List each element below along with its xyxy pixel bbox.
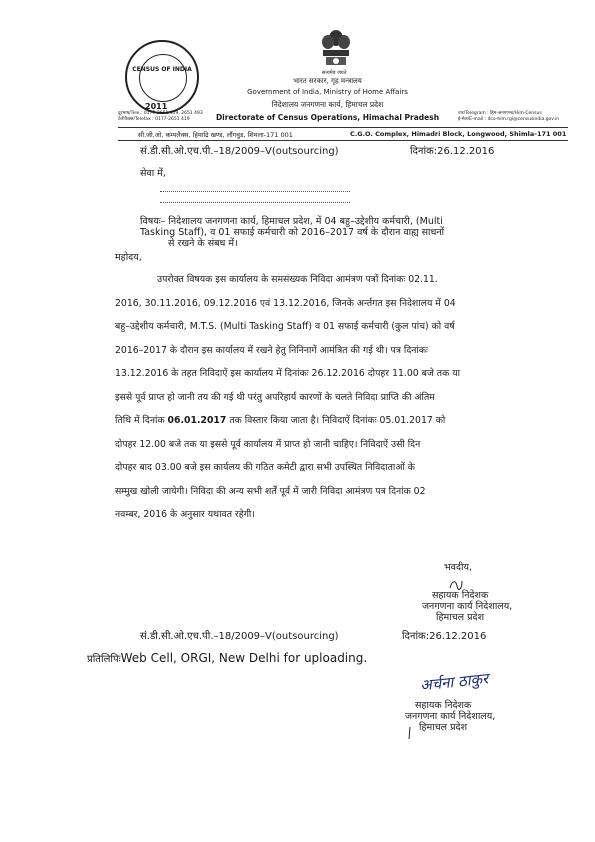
gov-english: Government of India, Ministry of Home Affairs xyxy=(247,88,408,96)
signatory-office: जनगणना कार्य निदेशालय, xyxy=(405,711,496,722)
signatory-title: सहायक निदेशक xyxy=(415,700,472,711)
phone-line: दूरभाष/Tele.: 0177-2651 419, 2651 493 xyxy=(118,111,203,116)
mark-icon xyxy=(406,726,414,740)
contact-left xyxy=(118,111,203,123)
salutation: महोदय, xyxy=(115,252,142,263)
addressee-label: सेवा में, xyxy=(140,168,166,179)
signature: अर्चना ठाकुर xyxy=(419,669,489,695)
letter-body xyxy=(115,268,577,527)
copy-to xyxy=(87,651,367,665)
subject-line: से रखने के संबध में। xyxy=(168,238,238,249)
emblem-caption: सत्यमेव जयते xyxy=(322,70,347,76)
email-line: ई-मेल/E-mail : dco-him.rgi@censusindia.gov.in xyxy=(458,117,560,122)
addressee-line xyxy=(160,202,350,203)
reference-number-2: सं.डी.सी.ओ.एच.पी.–18/2009–V(outsourcing) xyxy=(140,631,339,642)
closing: भवदीय, xyxy=(444,562,472,573)
body-line: 13.12.2016 के तहत निविदाऐं इस कार्यालय में दिनांकः 26.12.2016 दोपहर 11.00 बजे तक या xyxy=(115,368,460,379)
signatory-block xyxy=(422,590,512,623)
address-hindi: सी.जी.ओ. कम्पलैक्स, हिमाद्रि खण्ड, लौंगवुड, शिमला-171 001 xyxy=(138,131,293,139)
seal-text: CENSUS OF INDIA xyxy=(132,66,192,73)
body-line: 2016–2017 के दौरान इस कार्यालय में रखने हेतु निनिनागें आमंत्रित की गई थी। पत्र दिनांकः xyxy=(115,344,428,356)
signatory-title: सहायक निदेशक xyxy=(432,590,489,601)
subject-line: विषयः– निदेशालय जनगणना कार्य, हिमाचल प्रदेश, में 04 बहु–उद्देशीय कर्मचारी, (Multi xyxy=(140,216,443,227)
header-rule xyxy=(118,127,568,128)
contact-right xyxy=(458,111,559,123)
seal-year: 2011 xyxy=(145,102,168,111)
signatory-state: हिमाचल प्रदेश xyxy=(436,612,485,623)
body-line: दोपहर बाद 03.00 बजे इस कार्यलय की गठित कमेटी द्वारा सभी उपस्थित निविदाताओं के xyxy=(115,462,415,473)
body-line: उपरोक्त विषयक इस कार्यालय के समसंख्यक निविदा आमंत्रण पत्रों दिनांकः 02.11. xyxy=(157,274,438,285)
body-line: नवम्बर, 2016 के अनुसार यथावत रहेगी। xyxy=(115,509,255,520)
copy-text: Web Cell, ORGI, New Delhi for uploading. xyxy=(120,651,368,665)
address-english: C.G.O. Complex, Himadri Block, Longwood, Shimla-171 001 xyxy=(350,130,567,138)
subject-line: Tasking Staff), व 01 सफाई कर्मचारी को 2016–2017 वर्ष के दौरान वाह्य साधनों xyxy=(140,227,445,238)
telegram-line: तार/Telegram : हिम-जनगणना/Him-Census xyxy=(458,111,542,116)
dir-hindi: निदेशालय जनगणना कार्य, हिमाचल प्रदेश xyxy=(271,100,384,109)
dir-english: Directorate of Census Operations, Himachal Pradesh xyxy=(215,113,440,122)
header-rule-bottom xyxy=(118,140,568,141)
gov-hindi: भारत सरकार, गृह मन्त्रालय xyxy=(293,77,362,85)
signatory-office: जनगणना कार्य निदेशालय, xyxy=(422,601,513,612)
body-line: सम्मुख खोली जायेगी। निविदा की अन्य सभी शर्तें पूर्व में जारी निविदा आमंत्रण पत्र दिनांक 02 xyxy=(115,485,426,497)
body-line: इससे पूर्व प्राप्त हो जानी तय की गई थी परंतु अपरिहार्य कारणों के चलते निविदा प्राप्ति की अंतिम xyxy=(115,391,435,403)
signatory-state: हिमाचल प्रदेश xyxy=(419,722,468,733)
body-line: दोपहर 12.00 बजे तक या इससे पूर्व कार्यालय में प्राप्त हो जानी चाहिए। निविदाऐं उसी दिन xyxy=(115,438,421,450)
fax-line: टेलीफैक्स/Telefax : 0177-2651 419 xyxy=(118,117,190,122)
signatory-block-2 xyxy=(405,700,495,733)
body-line: बहु–उद्देशीय कर्मचारी, M.T.S. (Multi Tasking Staff) व 01 सफाई कर्मचारी (कुल पांच) को वर्ष xyxy=(115,321,455,332)
reference-date-2: दिनांक:26.12.2016 xyxy=(402,631,487,642)
reference-number: सं.डी.सी.ओ.एच.पी.–18/2009–V(outsourcing) xyxy=(140,146,339,157)
body-line: 2016, 30.11.2016, 09.12.2016 एवं 13.12.2016, जिनके अर्न्तगत इस निदेशालय में 04 xyxy=(115,297,456,309)
body-line: तिथि में दिनांक 06.01.2017 तक विस्तार किया जाता है। निविदाऐं दिनांकः 05.01.2017 को xyxy=(115,415,446,426)
national-emblem-icon xyxy=(318,28,354,70)
extended-date: 06.01.2017 xyxy=(167,415,227,426)
copy-label: प्रतिलिपिः xyxy=(87,654,121,665)
subject xyxy=(140,216,580,249)
addressee-line xyxy=(160,191,350,192)
reference-date: दिनांक:26.12.2016 xyxy=(410,146,495,157)
